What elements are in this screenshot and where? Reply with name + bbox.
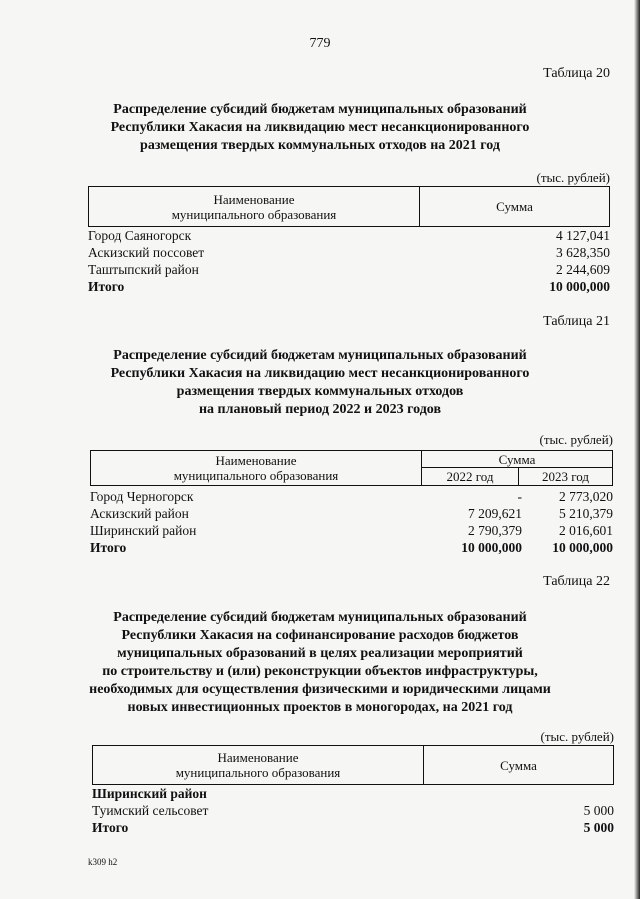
table-row-value: 5 000: [583, 803, 614, 818]
footer-code: k309 h2: [88, 857, 118, 867]
table-21-label: Таблица 21: [543, 314, 610, 329]
table-row-name: Город Черногорск: [90, 489, 194, 504]
table-row-value: 4 127,041: [556, 228, 610, 243]
table-row-value: 2 244,609: [556, 262, 610, 277]
table-20-header: [88, 186, 610, 227]
table-22-header: [92, 745, 614, 785]
page-number: 779: [309, 36, 331, 51]
header-sum-cell: Сумма: [496, 199, 533, 214]
header-year-2022: 2022 год: [446, 469, 494, 484]
total-value-2023: 10 000,000: [552, 540, 613, 555]
total-value: 10 000,000: [549, 279, 610, 294]
table-row-value-2022: 2 790,379: [468, 523, 522, 538]
header-sum-cell: Сумма: [500, 757, 537, 773]
table-22-units: (тыс. рублей): [540, 729, 614, 744]
table-21-title: Распределение субсидий бюджетам муниципальных образований Республики Хакасия на ликвидацию мест несанкционированного размещения твердых коммунальных отходов на плановый период 2022 и 2023 годов: [110, 348, 530, 417]
table-row-value: 3 628,350: [556, 245, 610, 260]
table-20-label: Таблица 20: [543, 66, 610, 81]
table-21-header: [90, 450, 613, 486]
table-row-value-2023: 2 773,020: [559, 489, 613, 504]
table-row-name: Туимский сельсовет: [92, 803, 209, 818]
table-20-title: Распределение субсидий бюджетам муниципальных образований Республики Хакасия на ликвидацию мест несанкционированного размещения твердых коммунальных отходов на 2021 год: [110, 102, 530, 153]
table-row-value-2022: 7 209,621: [468, 506, 522, 521]
table-22-title: Распределение субсидий бюджетам муниципальных образований Республики Хакасия на софинансирование расходов бюджетов муниципальных образований в целях реализации мероприятий по строительству и (или) реконструкции объектов инфраструктуры, необходимых для осуществления физическими и юридическими лицами новых инвестиционных проектов в моногородах, на 2021 год: [89, 610, 551, 715]
group-heading: Ширинский район: [92, 786, 207, 801]
table-row-name: Город Саяногорск: [88, 228, 192, 243]
total-value: 5 000: [583, 820, 614, 835]
table-row-name: Аскизский район: [90, 506, 189, 521]
table-row-name: Таштыпский район: [88, 262, 199, 277]
scan-edge-shadow: [634, 0, 640, 899]
table-row-name: Аскизский поссовет: [88, 245, 205, 260]
table-row-value-2023: 2 016,601: [559, 523, 613, 538]
total-label: Итого: [90, 540, 127, 555]
table-22-label: Таблица 22: [543, 574, 610, 589]
header-name-cell: Наименование муниципального образования: [171, 191, 337, 222]
header-name-cell: Наименование муниципального образования: [175, 750, 341, 780]
total-value-2022: 10 000,000: [461, 540, 522, 555]
table-20-units: (тыс. рублей): [536, 170, 610, 185]
table-row-value-2022: -: [517, 489, 522, 504]
table-row-name: Ширинский район: [90, 523, 197, 538]
total-label: Итого: [92, 820, 129, 835]
header-year-2023: 2023 год: [542, 469, 589, 484]
header-sum-cell: Сумма: [498, 451, 536, 467]
total-label: Итого: [88, 279, 125, 294]
header-name-cell: Наименование муниципального образования: [173, 453, 339, 483]
table-row-value-2023: 5 210,379: [559, 506, 613, 521]
table-21-units: (тыс. рублей): [539, 432, 613, 447]
